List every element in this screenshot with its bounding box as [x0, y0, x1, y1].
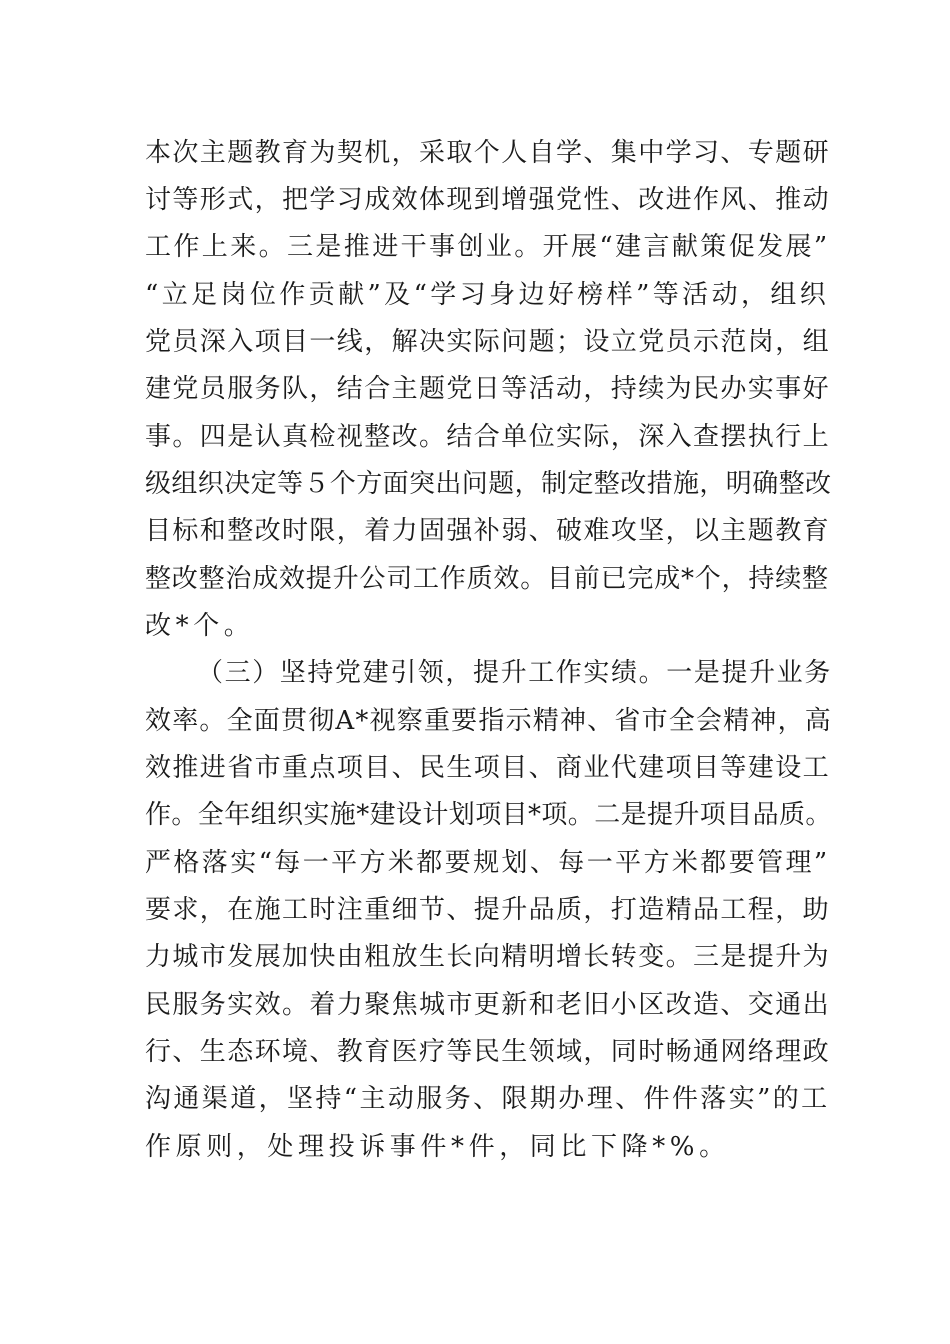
text-line: 整改整治成效提升公司工作质效。目前已完成*个，持续整 — [145, 564, 829, 594]
text-line: 工作上来。三是推进干事创业。开展“建言献策促发展” — [145, 232, 830, 262]
text-line: 效推进省市重点项目、民生项目、商业代建项目等建设工 — [145, 753, 831, 783]
text-line: 本次主题教育为契机，采取个人自学、集中学习、专题研 — [145, 138, 831, 168]
text-line: 目标和整改时限，着力固强补弱、破难攻坚，以主题教育 — [145, 516, 831, 546]
text-line: 力城市发展加快由粗放生长向精明增长转变。三是提升为 — [145, 942, 831, 972]
text-line: 级组织决定等５个方面突出问题，制定整改措施，明确整改 — [145, 469, 832, 499]
text-line: 沟通渠道，坚持“主动服务、限期办理、件件落实”的工 — [145, 1084, 830, 1114]
text-line: 建党员服务队，结合主题党日等活动，持续为民办实事好 — [145, 374, 831, 404]
text-line: 效率。全面贯彻A*视察重要指示精神、省市全会精神，高 — [145, 706, 832, 736]
text-line: 行、生态环境、教育医疗等民生领域，同时畅通网络理政 — [145, 1037, 831, 1067]
text-line: 作。全年组织实施*建设计划项目*项。二是提升项目品质。 — [145, 800, 832, 830]
text-line: 党员深入项目一线，解决实际问题；设立党员示范岗，组 — [145, 327, 831, 357]
text-line: 作原则，处理投诉事件*件，同比下降*%。 — [145, 1132, 730, 1162]
text-line: 民服务实效。着力聚焦城市更新和老旧小区改造、交通出 — [145, 990, 831, 1020]
text-line: “立足岗位作贡献”及“学习身边好榜样”等活动，组织 — [145, 280, 830, 310]
text-line: 讨等形式，把学习成效体现到增强党性、改进作风、推动 — [145, 185, 831, 215]
section-heading-line: （三）坚持党建引领，提升工作实绩。一是提升业务 — [197, 658, 832, 688]
text-line: 改*个。 — [145, 611, 255, 641]
text-line: 要求，在施工时注重细节、提升品质，打造精品工程，助 — [145, 895, 831, 925]
text-line: 严格落实“每一平方米都要规划、每一平方米都要管理” — [145, 848, 830, 878]
text-line: 事。四是认真检视整改。结合单位实际，深入查摆执行上 — [145, 422, 831, 452]
